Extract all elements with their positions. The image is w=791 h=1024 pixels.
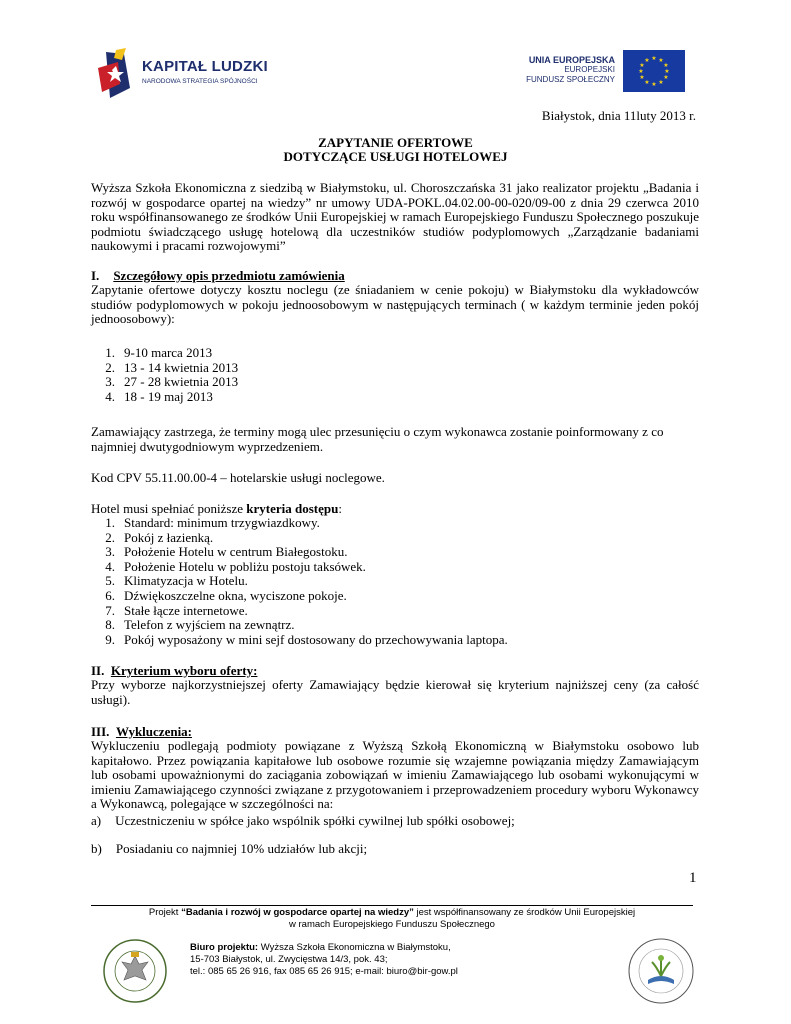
document-subtitle: DOTYCZĄCE USŁUGI HOTELOWEJ bbox=[283, 149, 508, 164]
footer-office-contact: tel.: 085 65 26 916, fax 085 65 26 915; e-mail: biuro@bir-gow.pl bbox=[190, 966, 458, 977]
criteria-item-number: 6. bbox=[105, 587, 115, 603]
document-date: Białystok, dnia 11luty 2013 r. bbox=[541, 108, 696, 123]
criteria-item-number: 7. bbox=[105, 602, 115, 618]
criteria-item-text: Położenie Hotelu w centrum Białegostoku. bbox=[124, 544, 348, 560]
kapital-ludzki-title: KAPITAŁ LUDZKI bbox=[142, 58, 268, 75]
footer-project-name: “Badania i rozwój w gospodarce opartej na wiedzy” bbox=[181, 907, 414, 918]
criteria-item bbox=[91, 560, 508, 575]
criteria-item bbox=[91, 618, 508, 633]
criteria-item-text: Telefon z wyjściem na zewnątrz. bbox=[124, 617, 295, 633]
date-item-number: 4. bbox=[105, 388, 115, 404]
project-seal-icon bbox=[626, 936, 696, 1006]
footer-office-label: Biuro projektu: bbox=[190, 942, 259, 953]
criteria-item-text: Standard: minimum trzygwiazdkowy. bbox=[124, 515, 320, 530]
section-1-text: Zapytanie ofertowe dotyczy kosztu noclegu (ze śniadaniem w cenie pokoju) w Białymstoku dla wykładowców studiów podyplomowych w pokoju jednoosobowym w następujących terminach ( w każdym terminie jeden pokój jednoosobowy): bbox=[91, 282, 699, 327]
svg-text:★: ★ bbox=[663, 74, 669, 81]
svg-text:★: ★ bbox=[658, 57, 664, 64]
footer-project-suffix: jest współfinansowany ze środków Unii Europejskiej bbox=[413, 907, 636, 918]
svg-text:★: ★ bbox=[638, 68, 644, 75]
section-2-number: II. bbox=[91, 663, 105, 678]
date-item-number: 2. bbox=[105, 359, 115, 375]
criteria-item-text: Pokój z łazienką. bbox=[124, 529, 214, 545]
date-item bbox=[91, 375, 238, 390]
date-item-text: 18 - 19 maj 2013 bbox=[124, 388, 213, 404]
date-item bbox=[91, 390, 238, 405]
criteria-item-number: 2. bbox=[105, 529, 115, 545]
section-2-title: Kryterium wyboru oferty: bbox=[110, 663, 258, 678]
svg-text:★: ★ bbox=[651, 81, 657, 88]
criteria-item bbox=[91, 531, 508, 546]
criteria-item-text: Klimatyzacja w Hotelu. bbox=[124, 573, 248, 589]
criteria-intro-colon: : bbox=[338, 501, 342, 516]
section-3-item-b-text: Posiadaniu co najmniej 10% udziałów lub akcji; bbox=[115, 841, 368, 856]
criteria-item-number: 8. bbox=[105, 617, 115, 633]
intro-paragraph: Wyższa Szkoła Ekonomiczna z siedzibą w Białymstoku, ul. Choroszczańska 31 jako realizator projektu „Badania i rozwój w gospodarce opartej na wiedzy” nr umowy UDA-POKL.04.02.00-00-020/09-00 z dnia 29 czerwca 2010 roku współfinansowanego ze środków Unii Europejskiej w ramach Europejskiego Funduszu Społecznego poszukuje podmiotu świadczącego usługę hotelową dla uczestników studiów podyplomowych „Zarządzanie badaniami naukowymi i pracami rozwojowymi” bbox=[91, 180, 699, 254]
criteria-item-number: 4. bbox=[105, 558, 115, 574]
date-item bbox=[91, 346, 238, 361]
criteria-item bbox=[91, 589, 508, 604]
kapital-ludzki-emblem-icon bbox=[96, 48, 140, 102]
criteria-intro-text: Hotel musi spełniać poniższe bbox=[91, 501, 247, 516]
criteria-item-text: Położenie Hotelu w pobliżu postoju taksówek. bbox=[124, 558, 366, 574]
section-2-text: Przy wyborze najkorzystniejszej oferty Zamawiający będzie kierował się kryterium najniższej ceny (za całość usługi). bbox=[91, 677, 699, 707]
section-3-item-a bbox=[91, 814, 699, 829]
section-3-item-b-label: b) bbox=[91, 841, 102, 856]
criteria-item-text: Stałe łącze internetowe. bbox=[124, 602, 248, 618]
date-item-text: 13 - 14 kwietnia 2013 bbox=[124, 359, 239, 375]
cpv-code: Kod CPV 55.11.00.00-4 – hotelarskie usługi noclegowe. bbox=[91, 470, 385, 485]
criteria-item bbox=[91, 545, 508, 560]
criteria-item-text: Pokój wyposażony w mini sejf dostosowany do przechowywania laptopa. bbox=[124, 631, 508, 647]
svg-text:★: ★ bbox=[658, 79, 664, 86]
svg-text:★: ★ bbox=[644, 79, 650, 86]
date-item bbox=[91, 361, 238, 376]
reserve-paragraph: Zamawiający zastrzega, że terminy mogą ulec przesunięciu o czym wykonawca zostanie poinformowany z co najmniej dwutygodniowym wyprzedzeniem. bbox=[91, 424, 664, 454]
criteria-item bbox=[91, 574, 508, 589]
kapital-ludzki-logo bbox=[96, 48, 276, 102]
date-item-number: 1. bbox=[105, 345, 115, 360]
footer-project-prefix: Projekt bbox=[148, 907, 182, 918]
section-1-title: Szczegółowy opis przedmiotu zamówienia bbox=[113, 268, 345, 283]
footer-office-name: Wyższa Szkoła Ekonomiczna w Białymstoku, bbox=[258, 942, 451, 953]
footer-office-address: 15-703 Białystok, ul. Zwycięstwa 14/3, pok. 43; bbox=[190, 954, 388, 965]
criteria-item-number: 9. bbox=[105, 631, 115, 647]
svg-text:★: ★ bbox=[644, 57, 650, 64]
dates-list bbox=[91, 346, 238, 404]
criteria-intro-bold: kryteria dostępu bbox=[246, 501, 339, 516]
criteria-item bbox=[91, 604, 508, 619]
criteria-item-number: 1. bbox=[105, 515, 115, 530]
eu-line-1: UNIA EUROPEJSKA bbox=[528, 55, 615, 65]
eu-line-2: EUROPEJSKI bbox=[564, 65, 615, 74]
date-item-text: 9-10 marca 2013 bbox=[124, 345, 213, 360]
document-title: ZAPYTANIE OFERTOWE bbox=[318, 135, 473, 150]
date-item-text: 27 - 28 kwietnia 2013 bbox=[124, 374, 239, 390]
date-item-number: 3. bbox=[105, 374, 115, 390]
footer-divider bbox=[91, 905, 693, 906]
criteria-item-number: 3. bbox=[105, 544, 115, 560]
section-3-item-a-label: a) bbox=[91, 813, 102, 828]
criteria-item-number: 5. bbox=[105, 573, 115, 589]
criteria-item-text: Dźwiękoszczelne okna, wyciszone pokoje. bbox=[124, 587, 347, 603]
eu-flag-icon bbox=[623, 50, 685, 92]
footer-office bbox=[190, 942, 458, 978]
section-1-number: I. bbox=[91, 268, 100, 283]
svg-text:★: ★ bbox=[639, 62, 645, 69]
criteria-item bbox=[91, 633, 508, 648]
criteria-list bbox=[91, 516, 508, 647]
section-3-item-b bbox=[91, 842, 699, 857]
section-3-item-a-text: Uczestniczeniu w spółce jako wspólnik spółki cywilnej lub spółki osobowej; bbox=[115, 813, 515, 828]
eu-logo-text bbox=[526, 55, 615, 85]
section-3-title: Wykluczenia: bbox=[115, 724, 193, 739]
eu-line-3: FUNDUSZ SPOŁECZNY bbox=[526, 75, 615, 84]
page-number: 1 bbox=[689, 870, 697, 886]
section-3-text: Wykluczeniu podlegają podmioty powiązane z Wyższą Szkołą Ekonomiczną w Białymstoku osobowo lub kapitałowo. Przez powiązania kapitałowe lub osobowe rozumie się wzajemne powiązania między Zamawiającym lub osobami upoważnionymi do zaciągania zobowiązań w imieniu Zamawiającego lub osobami wykonującymi w imieniu Zamawiającego czynności związane z przygotowaniem i przeprowadzeniem procedury wyboru Wykonawcy a Wykonawcą, polegające w szczególności na: bbox=[91, 738, 699, 812]
svg-text:★: ★ bbox=[651, 55, 657, 62]
criteria-item bbox=[91, 516, 508, 531]
wse-seal-icon bbox=[102, 938, 168, 1004]
section-3-number: III. bbox=[91, 724, 110, 739]
kapital-ludzki-subtitle: NARODOWA STRATEGIA SPÓJNOŚCI bbox=[142, 78, 258, 85]
footer-project-line-2: w ramach Europejskiego Funduszu Społecznego bbox=[289, 919, 495, 930]
footer-project-note bbox=[91, 907, 693, 931]
svg-text:★: ★ bbox=[663, 62, 669, 69]
svg-text:★: ★ bbox=[639, 74, 645, 81]
svg-text:★: ★ bbox=[664, 68, 670, 75]
